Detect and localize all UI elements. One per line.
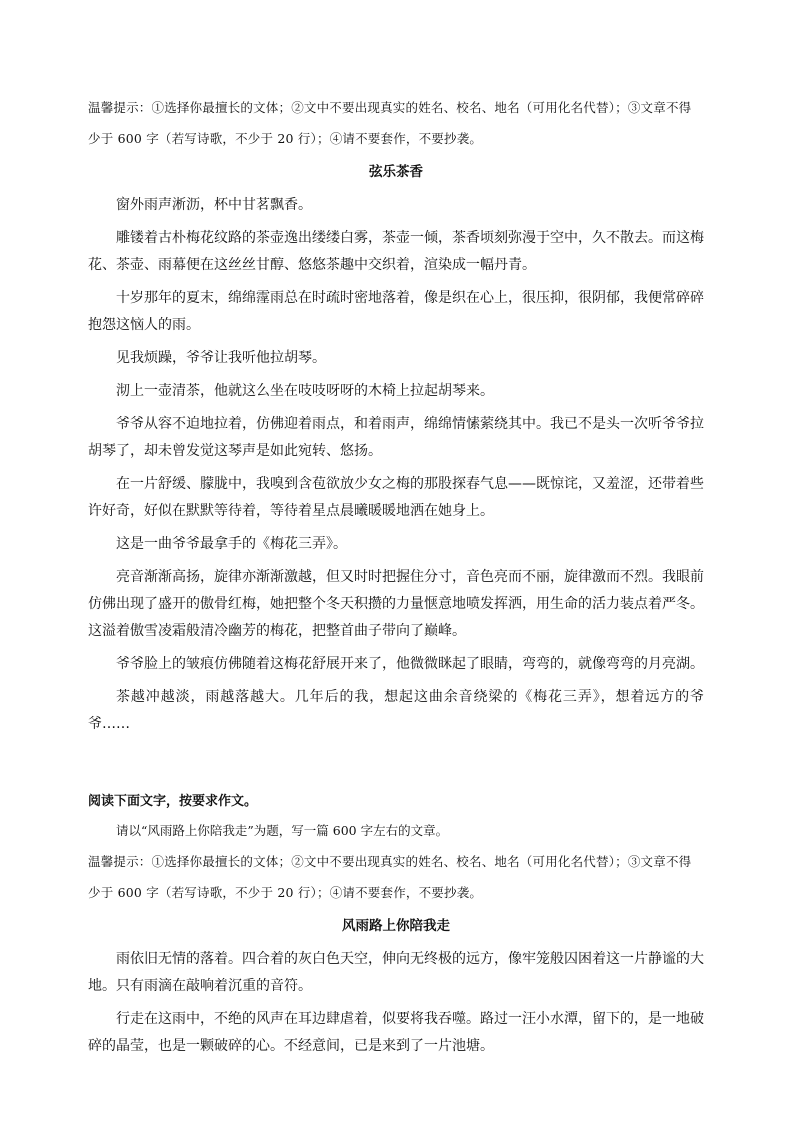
essay1-title: 弦乐茶香 [369, 164, 423, 180]
essay2-paragraph: 雨依旧无情的落着。四合着的灰白色天空，伸向无终极的远方，像牢笼般囚困着这一片静谧的大地。只有雨滴在敲响着沉重的音符。 [88, 951, 704, 994]
essay1-paragraph: 见我烦躁，爷爷让我听他拉胡琴。 [116, 350, 326, 366]
essay1-paragraph: 爷爷脸上的皱痕仿佛随着这梅花舒展开来了，他微微眯起了眼睛，弯弯的，就像弯弯的月亮湖。 [116, 656, 704, 672]
essay1-paragraph: 爷爷从容不迫地拉着，仿佛迎着雨点，和着雨声，绵绵情愫萦绕其中。我已不是头一次听爷爷拉胡琴了，却未曾发觉这琴声是如此宛转、悠扬。 [88, 416, 704, 459]
essay2-prompt: 请以“风雨路上你陪我走”为题，写一篇 600 字左右的文章。 [116, 823, 449, 838]
essay1-paragraph: 这是一曲爷爷最拿手的《梅花三弄》。 [116, 536, 347, 552]
essay1-paragraph: 茶越冲越淡，雨越落越大。几年后的我，想起这曲余音绕梁的《梅花三弄》，想着远方的爷爷…… [88, 689, 704, 732]
essay1-paragraph: 在一片舒缓、朦胧中，我嗅到含苞欲放少女之梅的那股探春气息——既惊诧，又羞涩，还带着些许好奇，好似在默默等待着，等待着星点晨曦暖暖地洒在她身上。 [88, 476, 704, 519]
essay1-body [88, 192, 704, 738]
essay2-title: 风雨路上你陪我走 [342, 918, 450, 934]
essay2-tip: 温馨提示：①选择你最擅长的文体；②文中不要出现真实的姓名、校名、地名（可用化名代替）；③文章不得少于 600 字（若写诗歌，不少于 20 行）；④请不要套作，不要抄袭。 [88, 854, 692, 900]
essay2-paragraph: 行走在这雨中，不绝的风声在耳边肆虐着，似要将我吞噬。路过一汪小水潭，留下的，是一地破碎的晶莹，也是一颗破碎的心。不经意间，已是来到了一片池塘。 [88, 1011, 704, 1054]
essay1-paragraph: 十岁那年的夏末，绵绵霪雨总在时疏时密地落着，像是织在心上，很压抑，很阴郁，我便常碎碎抱怨这恼人的雨。 [88, 290, 704, 333]
essay2-instruction-heading: 阅读下面文字，按要求作文。 [88, 794, 258, 809]
essay1-paragraph: 亮音渐渐高扬，旋律亦渐渐激越，但又时时把握住分寸，音色亮而不丽，旋律激而不烈。我眼前仿佛出现了盛开的傲骨红梅，她把整个冬天积攒的力量惬意地喷发挥洒，用生命的活力装点着严冬。这溢着傲雪凌霜般清冷幽芳的梅花，把整首曲子带向了巅峰。 [88, 569, 704, 639]
essay2-body [88, 946, 704, 1060]
essay1-paragraph: 沏上一壶清茶，他就这么坐在吱吱呀呀的木椅上拉起胡琴来。 [116, 383, 494, 399]
essay1-tip: 温馨提示：①选择你最擅长的文体；②文中不要出现真实的姓名、校名、地名（可用化名代替）；③文章不得少于 600 字（若写诗歌，不少于 20 行）；④请不要套作，不要抄袭。 [88, 100, 692, 146]
essay1-paragraph: 雕镂着古朴梅花纹路的茶壶逸出缕缕白雾，茶壶一倾，茶香顷刻弥漫于空中，久不散去。而这梅花、茶壶、雨幕便在这丝丝甘醇、悠悠茶趣中交织着，渲染成一幅丹青。 [88, 230, 704, 273]
essay1-paragraph: 窗外雨声淅沥，杯中甘茗飘香。 [116, 197, 312, 213]
